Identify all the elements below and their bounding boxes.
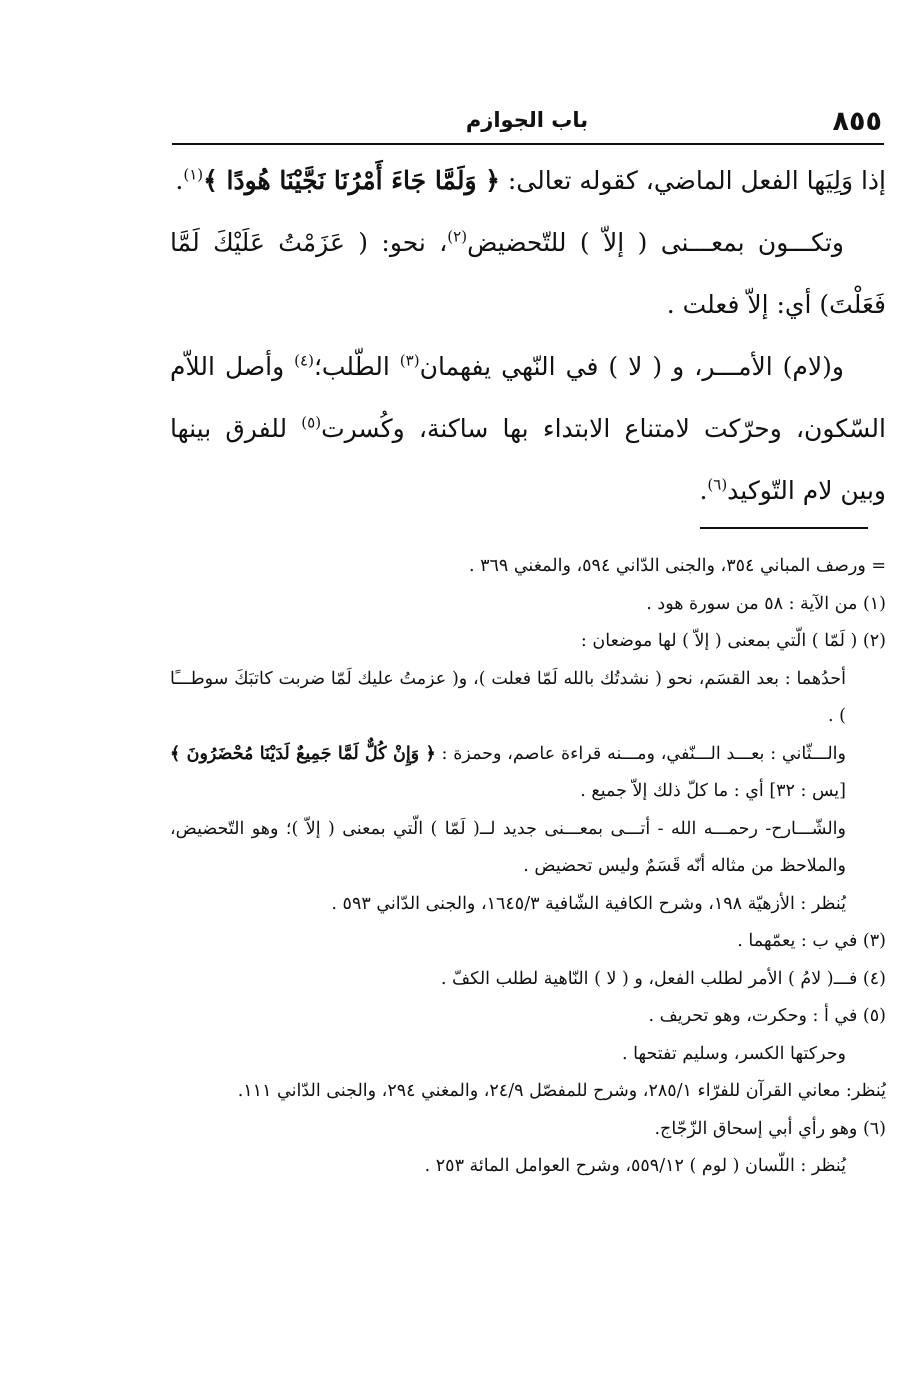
footnote-ref-3: (٣) [399,351,420,370]
footnote-6-references: يُنظر : اللّسان ( لوم ) ٥٥٩/١٢، وشرح العوامل المائة ٢٥٣ . [424,1156,846,1176]
quran-verse: ﴿ وَلَمَّا جَاءَ أَمْرُنَا نَجَّيْنَا هُودًا ﴾ [203,166,500,195]
header-rule [172,143,884,145]
footnote-2-second: والـــثّاني : بعـــد الـــنّفي، ومـــنه قراءة عاصم، وحمزة : ﴿ وَإِنْ كُلٌّ لَمَّا جَمِيعٌ لَدَيْنَا مُحْضَرُونَ ﴾ [يس : ٣٢] أي : ما كلّ ذلك إلاّ جميع . [170,743,846,801]
footnote-ref-1: (١) [183,165,204,184]
paragraph-2: وتكـــون بمعـــنى ( إلاّ ) للتّحضيض$^{(٢)}$، نحو: ( عَزَمْتُ عَلَيْكَ لَمَّا فَعَلْتَ) أي: إلاّ فعلت . [170,227,886,319]
footnote-1: (١) من الآية : ٥٨ من سورة هود . [646,593,886,614]
page-header [172,102,882,142]
footnote-ref-4: (٤) [294,351,314,370]
footnote-6: (٦) وهو رأي أبي إسحاق الزّجّاج. [654,1118,886,1139]
footnote-3: (٣) في ب : يعمّهما . [737,931,886,951]
footnote-continuation: = ورصف المباني ٣٥٤، والجنى الدّاني ٥٩٤، والمغني ٣٦٩ . [468,556,886,576]
footnote-2-first: أحدُهما : بعد القسَم، نحو ( نشدتُك بالله لَمّا فعلت )، و( عزمتُ عليك لَمّا ضربت كاتبَكَ سوطـــًا ) . [170,668,846,726]
footnote-5-note: وحركتها الكسر، وسليم تفتحها . [621,1043,846,1064]
main-text [170,150,886,522]
footnote-ref-2: (٢) [447,227,468,246]
footnote-quran-verse: ﴿ وَإِنْ كُلٌّ لَمَّا جَمِيعٌ لَدَيْنَا مُحْضَرُونَ ﴾ [170,743,436,764]
footnote-5: (٥) في أ : وحكرت، وهو تحريف . [648,1006,886,1026]
footnote-2-references: يُنظر : الأزهيّة ١٩٨، وشرح الكافية الشّافية ١٦٤٥/٣، والجنى الدّاني ٥٩٣ . [331,893,846,914]
footnotes [170,548,886,1186]
footnote-ref-6: (٦) [707,475,728,494]
footnote-5-references: يُنظر: معاني القرآن للفرّاء ٢٨٥/١، وشرح للمفصّل ٢٤/٩، والمغني ٢٩٤، والجنى الدّاني ١١١. [237,1081,886,1101]
running-title: باب الجوازم [465,108,589,132]
footnote-separator [700,527,868,529]
footnote-2-commentary: والشّـــارح- رحمـــه الله - أتـــى بمعـــنى جديد لــ( لَمّا ) الّتي بمعنى ( إلاّ )؛ وهو التّحضيض، والملاحظ من مثاله أنّه قَسَمٌ وليس تحضيض . [170,818,846,876]
footnote-ref-5: (٥) [301,413,322,432]
footnote-2: (٢) ( لَمّا ) الّتي بمعنى ( إلاّ ) لها موضعان : [580,631,886,651]
page-number: ٨٥٥ [832,106,882,137]
footnote-4: (٤) فـــ( لامُ ) الأمر لطلب الفعل، و ( لا ) النّاهية لطلب الكفّ . [440,968,886,989]
paragraph-3: و(لام) الأمـــر، و ( لا ) في النّهي يفهمان$^{(٣)}$ الطّلب؛$^{(٤)}$ وأصل اللاّم السّكون، وحرّكت لامتناع الابتداء بها ساكنة، وكُسرت$^{(٥)}$ للفرق بينها وبين لام التّوكيد$^{(٦)}$. [170,351,886,505]
paragraph-1: إذا وَلِيَها الفعل الماضي، كقوله تعالى: ﴿ وَلَمَّا جَاءَ أَمْرُنَا نَجَّيْنَا هُودًا ﴾$^{(١)}$. [175,165,886,195]
